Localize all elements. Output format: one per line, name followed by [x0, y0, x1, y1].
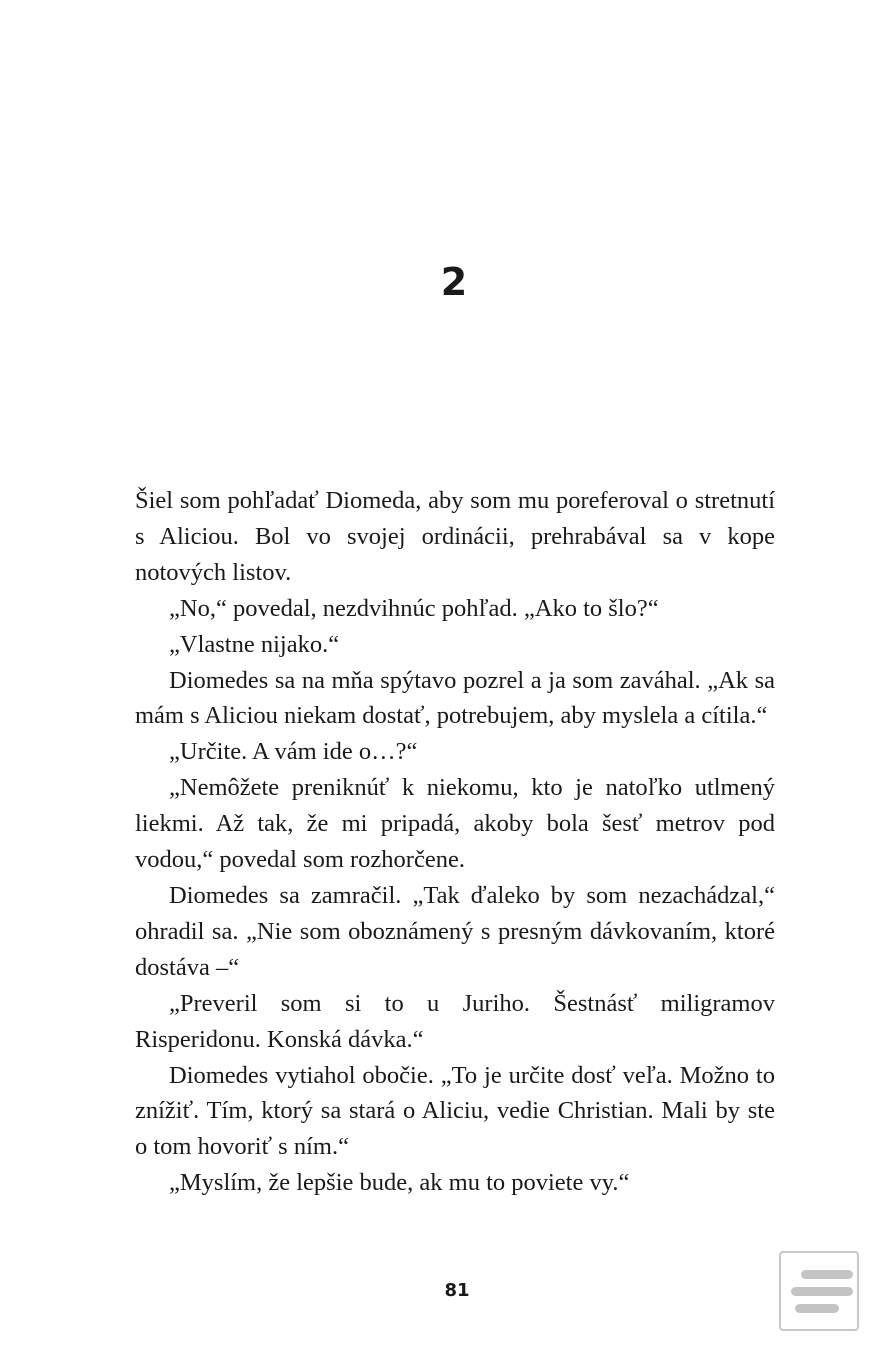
- paragraph: „Preveril som si to u Juriho. Šestnásť miligramov Risperidonu. Konská dávka.“: [135, 989, 775, 1053]
- page-number: 81: [444, 1280, 470, 1301]
- paragraph: „Myslím, že lepšie bude, ak mu to poviete vy.“: [169, 1169, 630, 1197]
- chapter-body: [135, 483, 775, 1201]
- paragraph: „Nemôžete preniknúť k niekomu, kto je natoľko utlmený liekmi. Až tak, že mi pripadá, akoby bola šesť metrov pod vodou,“ povedal som rozhorčene.: [135, 774, 775, 874]
- paragraph: Diomedes sa na mňa spýtavo pozrel a ja som zaváhal. „Ak sa mám s Aliciou niekam dostať, potrebujem, aby myslela a cítila.“: [135, 666, 775, 730]
- menu-line: [801, 1270, 853, 1279]
- paragraph: Diomedes vytiahol obočie. „To je určite dosť veľa. Možno to znížiť. Tím, ktorý sa stará o Aliciu, vedie Christian. Mali by ste o tom hovoriť s ním.“: [135, 1061, 775, 1161]
- menu-line: [795, 1304, 839, 1313]
- paragraph: Šiel som pohľadať Diomeda, aby som mu poreferoval o stretnutí s Aliciou. Bol vo svojej ordinácii, prehrabával sa v kope notových listov.: [135, 487, 775, 586]
- paragraph: „Určite. A vám ide o…?“: [169, 738, 418, 766]
- paragraph: „Vlastne nijako.“: [169, 630, 340, 658]
- paragraph: „No,“ povedal, nezdvihnúc pohľad. „Ako to šlo?“: [169, 594, 659, 622]
- menu-button[interactable]: [779, 1251, 859, 1331]
- menu-line: [791, 1287, 853, 1296]
- chapter-number: 2: [440, 260, 468, 304]
- paragraph: Diomedes sa zamračil. „Tak ďaleko by som nezachádzal,“ ohradil sa. „Nie som oboznámený s presným dávkovaním, ktoré dostáva –“: [135, 881, 775, 981]
